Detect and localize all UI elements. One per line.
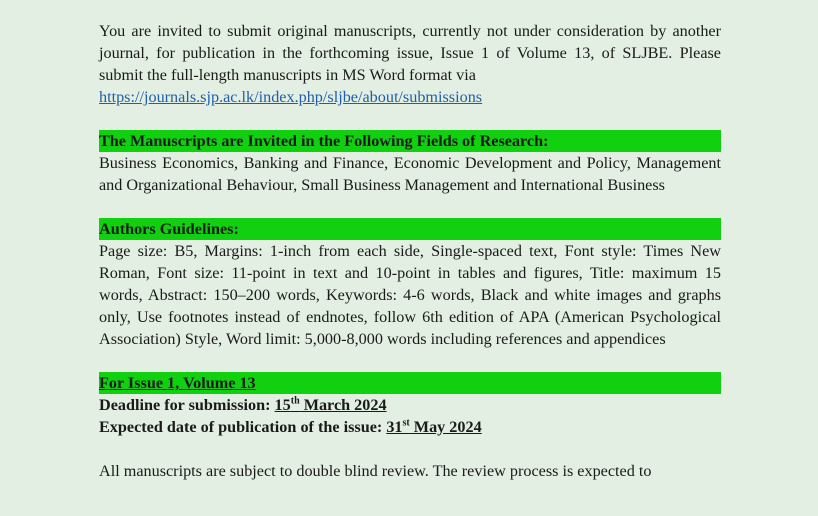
guidelines-text: Page size: B5, Margins: 1-inch from each side, Single-spaced text, Font style: Times New Roman, Font size: 11-point in text and 10-point in tables and figures, Title: maximum 15 words, Abstract: 150–200 words, Keywords: 4-6 words, Black and white images and graphs only, Use footnotes instead of endnotes, follow 6th edition of APA (American Psychological Association) Style, Word limit: 5,000-8,000 words including references and appendices bbox=[99, 242, 721, 348]
publication-line bbox=[99, 416, 721, 438]
deadline-date: 15th March 2024 bbox=[274, 395, 387, 414]
deadline-line bbox=[99, 394, 721, 416]
document-page bbox=[99, 20, 721, 482]
fields-text: Business Economics, Banking and Finance, Economic Development and Policy, Management and Organizational Behaviour, Small Business Management and International Business bbox=[99, 154, 721, 194]
issue-heading bbox=[99, 372, 721, 394]
guidelines-heading: Authors Guidelines: bbox=[99, 218, 721, 240]
deadline-label: Deadline for submission: bbox=[99, 396, 275, 414]
submissions-link[interactable]: https://journals.sjp.ac.lk/index.php/sljbe/about/submissions bbox=[99, 88, 483, 106]
intro-text: You are invited to submit original manuscripts, currently not under consideration by another journal, for publication in the forthcoming issue, Issue 1 of Volume 13, of SLJBE. Please submit the full-length manuscripts in MS Word format via bbox=[99, 22, 721, 84]
issue-heading-text: For Issue 1, Volume 13 bbox=[99, 374, 256, 392]
publication-label: Expected date of publication of the issue: bbox=[99, 418, 387, 436]
fields-heading: The Manuscripts are Invited in the Following Fields of Research: bbox=[99, 130, 721, 152]
publication-date: 31st May 2024 bbox=[386, 417, 482, 436]
review-text: All manuscripts are subject to double blind review. The review process is expected to bbox=[99, 462, 652, 480]
intro-paragraph bbox=[99, 20, 721, 108]
